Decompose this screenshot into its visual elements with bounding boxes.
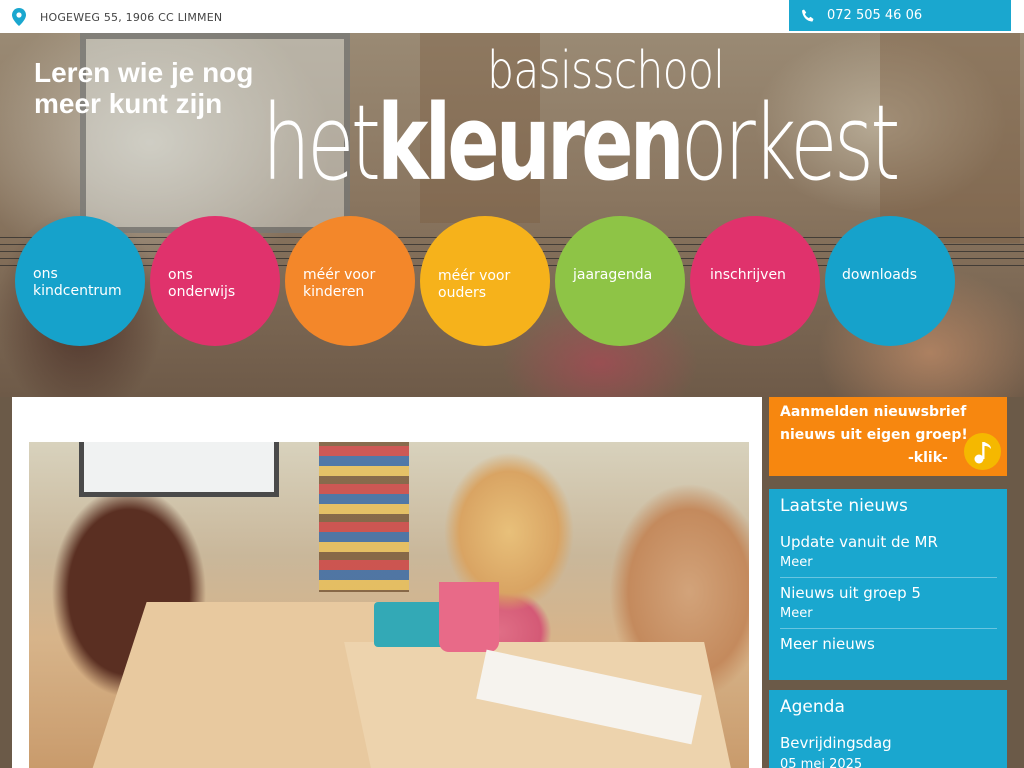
nav-inschrijven[interactable] (690, 216, 820, 346)
nav-ons-kindcentrum[interactable] (15, 216, 145, 346)
hero-banner (0, 33, 1024, 397)
agenda-event-date: 05 mei 2025 (780, 757, 863, 768)
nav-label-line1: downloads (842, 267, 917, 283)
news-item-title[interactable]: Nieuws uit groep 5 (780, 584, 921, 602)
address-text: HOGEWEG 55, 1906 CC LIMMEN (40, 10, 223, 24)
news-item-more-link[interactable]: Meer (780, 555, 813, 570)
logo-kleuren: kleuren (377, 82, 681, 204)
nav-label-line1: inschrijven (710, 267, 786, 283)
newsletter-line-2: nieuws uit eigen groep! (780, 427, 968, 443)
main-content-card (12, 397, 762, 768)
nav-label-line1: ons (33, 266, 58, 282)
phone-number: 072 505 46 06 (827, 8, 923, 23)
news-item (780, 527, 997, 578)
address (12, 8, 222, 26)
nav-label-line1: méér voor (438, 268, 511, 284)
photo-pencil-cup (439, 582, 499, 652)
classroom-photo (29, 442, 749, 768)
agenda-event-title[interactable]: Bevrijdingsdag (780, 734, 892, 752)
music-note-icon (964, 433, 1001, 470)
nav-jaaragenda[interactable] (555, 216, 685, 346)
location-pin-icon (12, 8, 26, 26)
newsletter-line-1: Aanmelden nieuwsbrief (780, 404, 967, 420)
nav-label-line2: kindcentrum (33, 283, 122, 299)
phone-icon (801, 9, 815, 23)
nav-ons-onderwijs[interactable] (150, 216, 280, 346)
nav-label-line1: jaaragenda (573, 267, 653, 283)
logo-orkest: orkest (680, 82, 897, 204)
main-navigation (0, 216, 1024, 346)
photo-whiteboard (79, 442, 279, 497)
nav-downloads[interactable] (825, 216, 955, 346)
hero-photo-shelf-right (880, 33, 1020, 243)
newsletter-line-3: -klik- (908, 450, 948, 466)
photo-bookshelf (319, 442, 409, 592)
nav-meer-voor-ouders[interactable] (420, 216, 550, 346)
nav-label-line1: ons (168, 267, 193, 283)
nav-label-line1: méér voor (303, 267, 376, 283)
logo-school-name[interactable] (262, 82, 897, 204)
more-news-link[interactable]: Meer nieuws (780, 635, 875, 653)
news-item-more-link[interactable]: Meer (780, 606, 813, 621)
nav-label-line2: ouders (438, 285, 486, 301)
agenda-panel (769, 690, 1007, 768)
logo-basisschool[interactable]: basisschool (487, 41, 725, 101)
nav-label-line2: onderwijs (168, 284, 236, 300)
top-bar (0, 0, 1024, 33)
agenda-title: Agenda (780, 697, 845, 717)
more-news-item (780, 629, 997, 660)
nav-meer-voor-kinderen[interactable] (285, 216, 415, 346)
tagline-line-1: Leren wie je nog (34, 57, 254, 88)
nav-label-line2: kinderen (303, 284, 365, 300)
newsletter-signup-button[interactable] (769, 397, 1007, 476)
news-item (780, 578, 997, 629)
latest-news-title: Laatste nieuws (780, 496, 908, 516)
news-item-title[interactable]: Update vanuit de MR (780, 533, 938, 551)
latest-news-panel (769, 489, 1007, 680)
phone-link[interactable] (789, 0, 1011, 31)
tagline-line-2: meer kunt zijn (34, 88, 223, 119)
logo-het: het (262, 82, 378, 204)
